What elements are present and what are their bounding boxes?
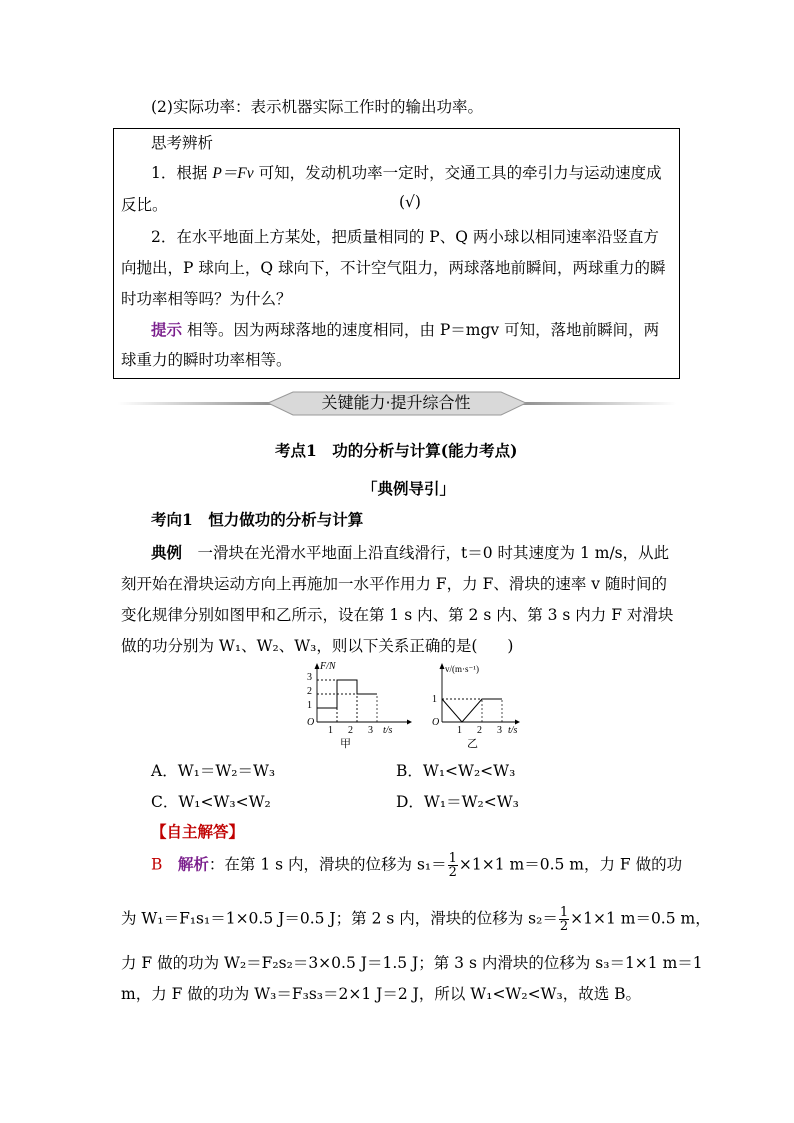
graph-jia-ytick-3: 3 [307, 672, 312, 683]
graph-jia-ylabel: F/N [320, 661, 336, 672]
graph-yi-ytick-1: 1 [432, 694, 437, 705]
guide-heading: 「典例导引」 [362, 479, 456, 498]
graph-yi-xlabel: t/s [508, 725, 518, 736]
hint-line1: 提示 相等。因为两球落地的速度相同，由 P＝mgv 可知，落地前瞬间，两 [151, 320, 660, 339]
actual-power-line: (2)实际功率：表示机器实际工作时的输出功率。 [151, 98, 483, 116]
hint-label: 提示 [151, 320, 183, 339]
graph-jia-ytick-1: 1 [307, 700, 312, 711]
graph-yi [420, 660, 550, 752]
hint-line2: 球重力的瞬时功率相等。 [121, 351, 292, 369]
graph-yi-caption: 乙 [467, 737, 478, 750]
graph-jia-xtick-3: 3 [368, 725, 373, 736]
example-line1: 典例 一滑块在光滑水平地面上沿直线滑行，t＝0 时其速度为 1 m/s，从此 [151, 543, 670, 562]
graph-yi-series-line [442, 699, 502, 722]
solution-line2: 为 W₁＝F₁s₁＝1×0.5 J＝0.5 J；第 2 s 内，滑块的位移为 s₂＝ $\frac{1}{2}$ ×1×1 m＝0.5 m， [121, 905, 711, 934]
section-title: 考点1 功的分析与计算(能力考点) [275, 441, 518, 460]
solution-label: 解析 [177, 854, 209, 874]
option-a: A．W₁＝W₂＝W₃ [151, 762, 276, 780]
think-box-title: 思考辨析 [151, 134, 214, 152]
q1-formula: P＝Fv [212, 165, 254, 182]
fraction-half: $\frac{1}{2}$ [448, 851, 457, 880]
question-2-line1: 2．在水平地面上方某处，把质量相同的 P、Q 两小球以相同速率沿竖直方 [151, 228, 659, 246]
example-line4: 做的功分别为 W₁、W₂、W₃，则以下关系正确的是( ) [121, 637, 514, 655]
question-2-line2: 向抛出，P 球向上，Q 球向下，不计空气阻力，两球落地前瞬间，两球重力的瞬 [121, 259, 666, 277]
option-b: B．W₁<W₂<W₃ [396, 762, 516, 780]
graph-jia-caption: 甲 [340, 737, 351, 750]
direction-heading: 考向1 恒力做功的分析与计算 [151, 510, 364, 529]
graph-yi-xtick-1: 1 [457, 725, 462, 736]
graph-yi-origin: O [432, 717, 440, 728]
graph-jia [295, 660, 430, 752]
section-banner: 关键能力·提升综合性 [321, 393, 471, 412]
answer-letter: B [151, 855, 163, 874]
option-d: D．W₁＝W₂<W₃ [396, 793, 519, 811]
example-line3: 变化规律分别如图甲和乙所示，设在第 1 s 内、第 2 s 内、第 3 s 内力 F 对滑块 [121, 606, 674, 624]
graph-jia-origin: O [307, 717, 315, 728]
graph-yi-xtick-3: 3 [497, 725, 502, 736]
graph-jia-xlabel: t/s [383, 725, 393, 736]
self-answer-heading: 【自主解答】 [151, 822, 245, 841]
example-line2: 刻开始在滑块运动方向上再施加一水平作用力 F，力 F、滑块的速率 v 随时间的 [121, 575, 667, 593]
question-1: 1．根据 P＝Fv 可知，发动机功率一定时，交通工具的牵引力与运动速度成 [151, 164, 662, 182]
example-label: 典例 [151, 543, 183, 562]
question-2-line3: 时功率相等吗？为什么？ [121, 290, 292, 308]
option-c: C．W₁<W₃<W₂ [151, 793, 271, 811]
graph-jia-ytick-2: 2 [307, 686, 312, 697]
graph-jia-xtick-2: 2 [348, 725, 353, 736]
graph-yi-xtick-2: 2 [477, 725, 482, 736]
solution-line3: 力 F 做的功为 W₂＝F₂s₂＝3×0.5 J＝1.5 J；第 3 s 内滑块的位移为 s₃＝1×1 m＝1 [121, 954, 703, 972]
graph-jia-xtick-1: 1 [328, 725, 333, 736]
fraction-half: $\frac{1}{2}$ [559, 905, 569, 934]
solution-line4: m，力 F 做的功为 W₃＝F₃s₃＝2×1 J＝2 J，所以 W₁<W₂<W₃，故选 B。 [121, 985, 642, 1003]
solution-line1: B 解析：在第 1 s 内，滑块的位移为 s₁＝ $\frac{1}{2}$ ×1×1 m＝0.5 m，力 F 做的功 [151, 851, 683, 880]
question-1-cont: 反比。 [121, 196, 168, 214]
question-1-mark: (√) [399, 193, 421, 211]
graph-yi-ylabel: v/(m·s⁻¹) [445, 664, 479, 674]
